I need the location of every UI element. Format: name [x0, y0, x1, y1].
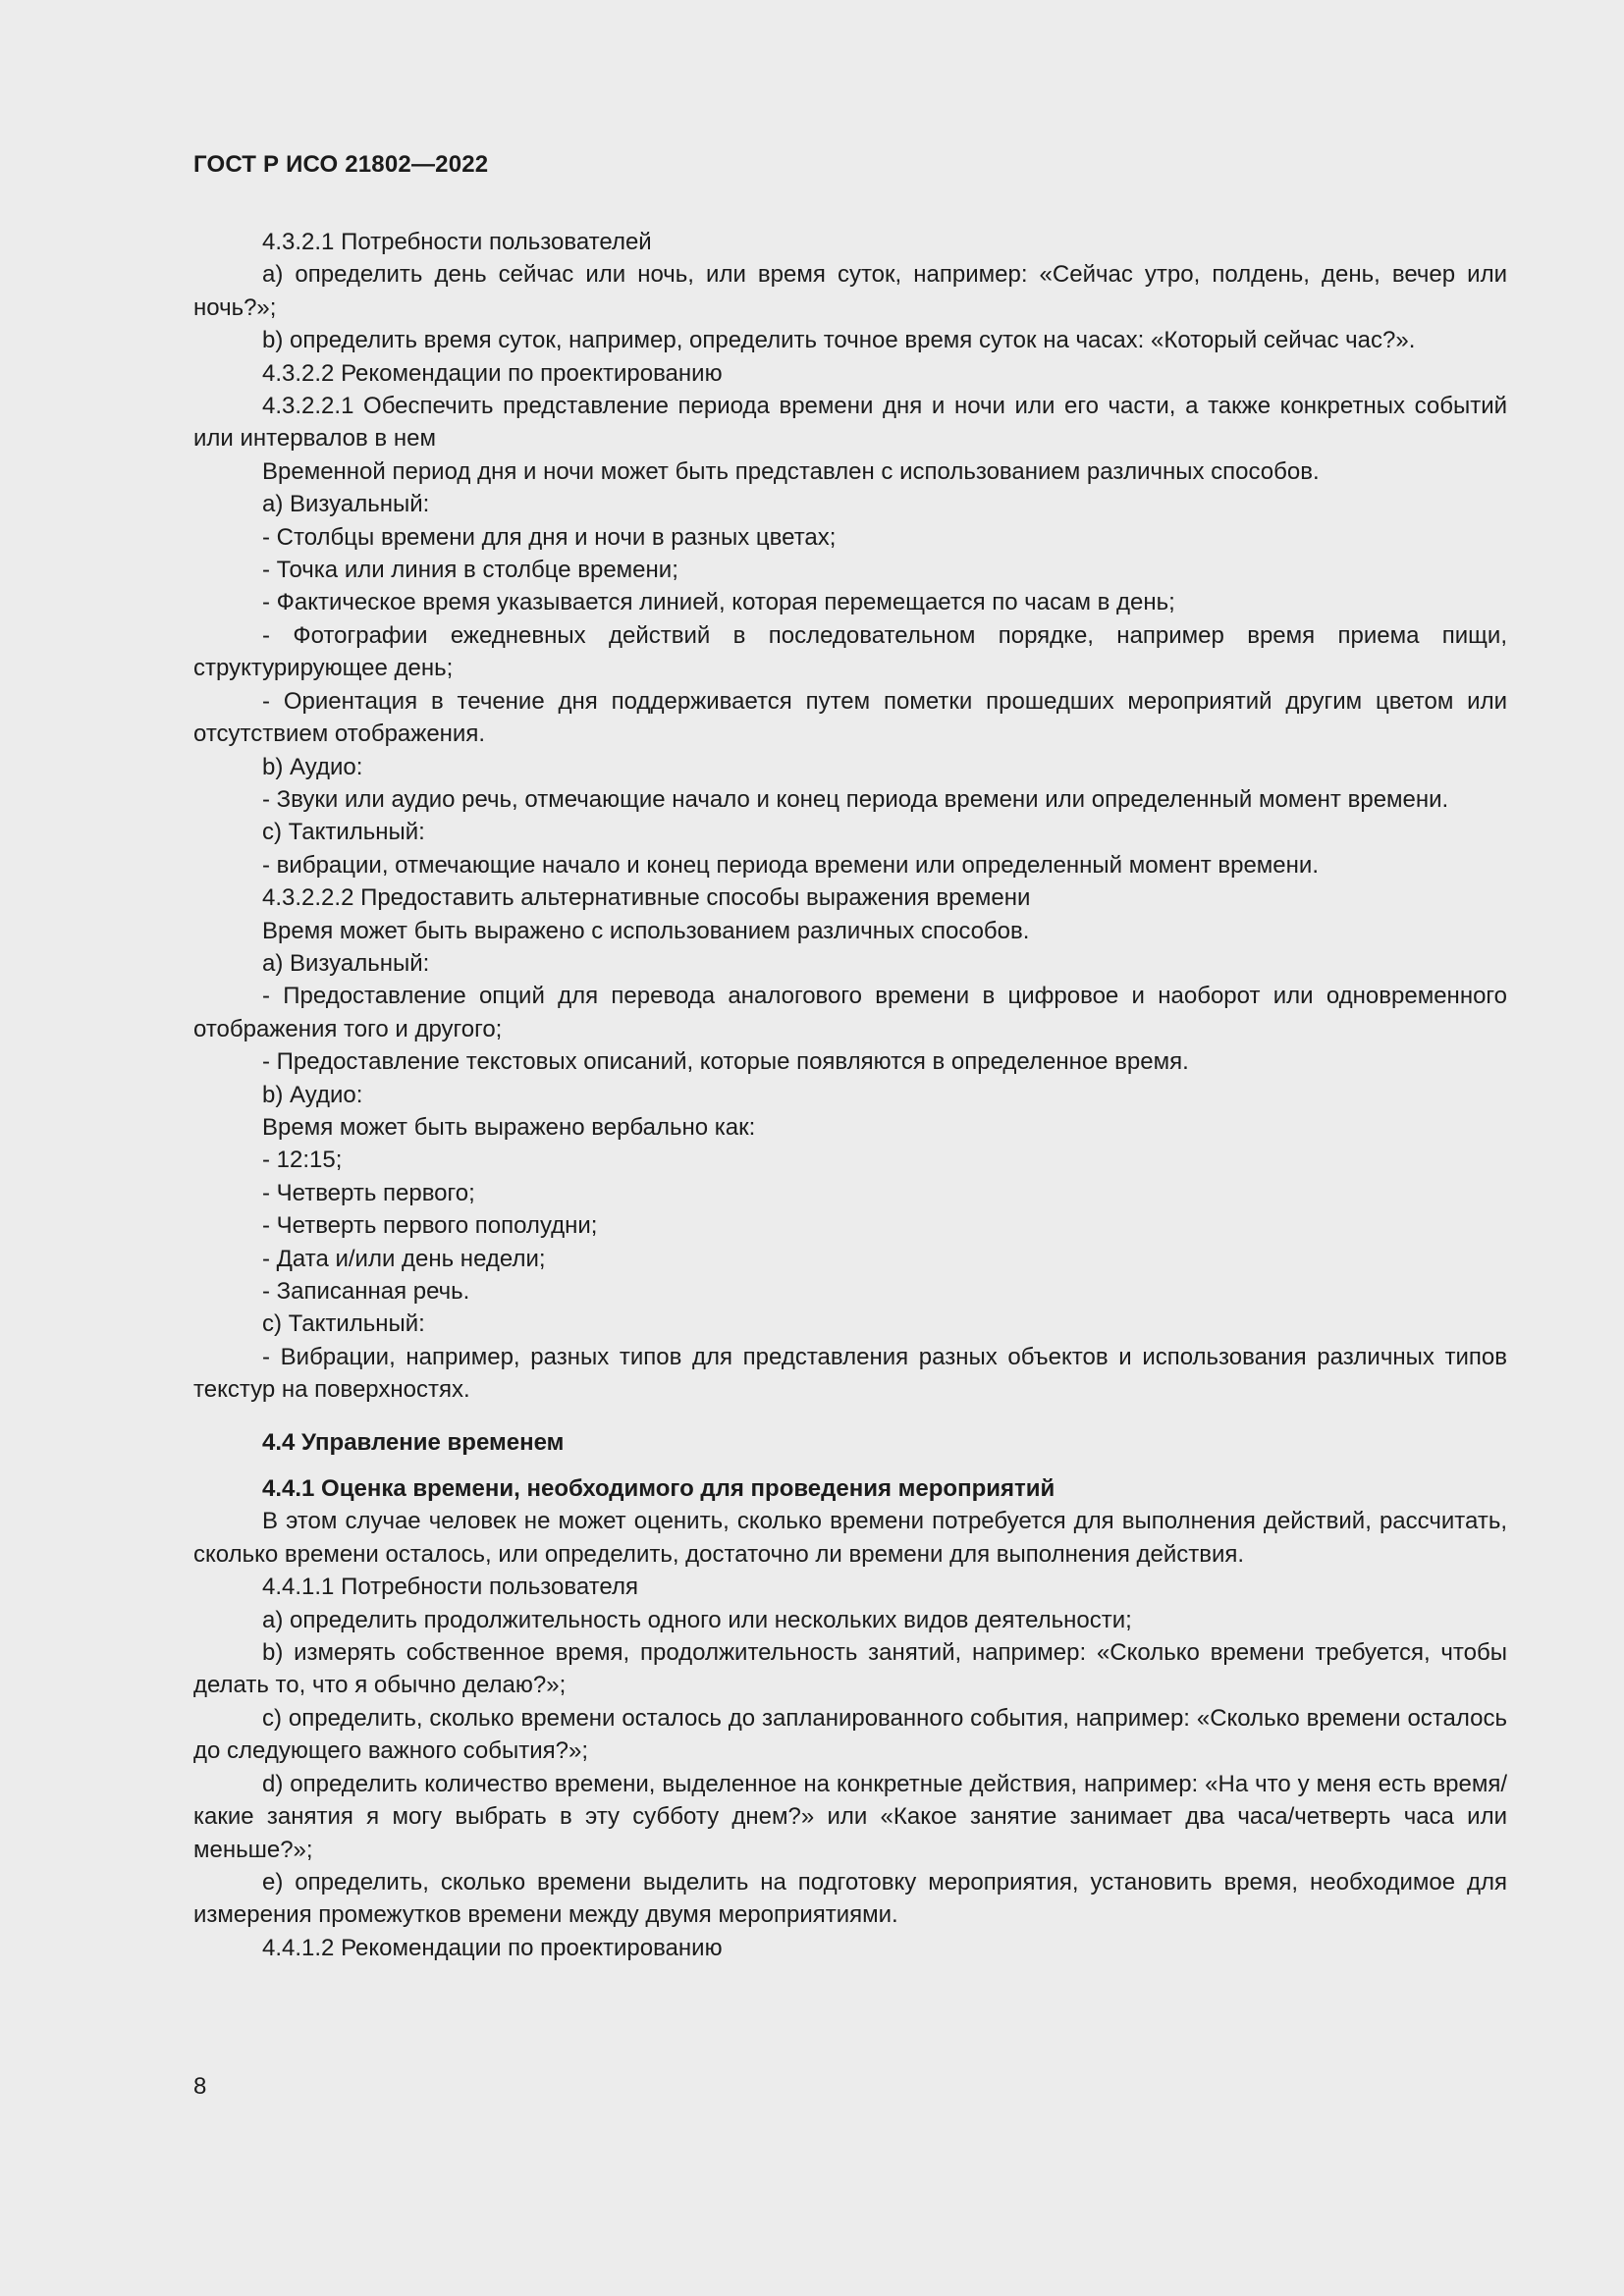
paragraph: a) Визуальный: [262, 491, 430, 518]
paragraph: - Четверть первого; [262, 1179, 475, 1206]
paragraph: 4.3.2.1 Потребности пользователей [262, 229, 652, 255]
paragraph: - Четверть первого пополудни; [262, 1212, 598, 1240]
paragraph: - Записанная речь. [262, 1278, 470, 1305]
paragraph: b) Аудио: [262, 1081, 363, 1108]
paragraph: Временной период дня и ночи может быть представлен с использованием различных способов. [262, 457, 1320, 485]
paragraph: c) Тактильный: [262, 1310, 425, 1338]
paragraph: - Вибрации, например, разных типов для представления разных объектов и использования различных типов текстур на поверхностях. [193, 1343, 1507, 1404]
paragraph: - Предоставление опций для перевода аналогового времени в цифровое и наоборот или одновременного отображения того и другого; [193, 983, 1507, 1042]
paragraph: 4.3.2.2.2 Предоставить альтернативные способы выражения времени [262, 884, 1031, 912]
paragraph: b) Аудио: [262, 753, 363, 780]
paragraph: e) определить, сколько времени выделить на подготовку мероприятия, установить время, необходимое для измерения промежутков времени между двумя мероприятиями. [193, 1868, 1507, 1929]
paragraph: 4.3.2.2.1 Обеспечить представление периода времени дня и ночи или его части, а также конкретных событий или интервалов в нем [193, 393, 1507, 453]
paragraph: - Предоставление текстовых описаний, которые появляются в определенное время. [262, 1048, 1189, 1076]
paragraph: - вибрации, отмечающие начало и конец периода времени или определенный момент времени. [262, 851, 1319, 879]
paragraph: - Ориентация в течение дня поддерживается путем пометки прошедших мероприятий другим цветом или отсутствием отображения. [193, 687, 1507, 748]
paragraph: c) определить, сколько времени осталось до запланированного события, например: «Сколько времени осталось до следующего важного события?»; [193, 1704, 1507, 1765]
paragraph: b) определить время суток, например, определить точное время суток на часах: «Который сейчас час?». [262, 327, 1416, 354]
paragraph: - Фактическое время указывается линией, которая перемещается по часам в день; [262, 589, 1175, 616]
paragraph: a) Визуальный: [262, 949, 430, 977]
document-body [193, 226, 1507, 1964]
paragraph: 4.4.1.2 Рекомендации по проектированию [262, 1934, 723, 1961]
paragraph: - 12:15; [262, 1147, 343, 1174]
section-heading: 4.4.1 Оценка времени, необходимого для проведения мероприятий [262, 1475, 1056, 1503]
paragraph: Время может быть выражено вербально как: [262, 1113, 756, 1141]
paragraph: c) Тактильный: [262, 819, 425, 846]
document-header: ГОСТ Р ИСО 21802—2022 [193, 151, 489, 178]
page-number: 8 [193, 2073, 207, 2100]
paragraph: Время может быть выражено с использованием различных способов. [262, 917, 1030, 944]
paragraph: 4.3.2.2 Рекомендации по проектированию [262, 359, 723, 387]
paragraph: a) определить день сейчас или ночь, или время суток, например: «Сейчас утро, полдень, день, вечер или ночь?»; [193, 261, 1507, 321]
section-heading: 4.4 Управление временем [262, 1428, 565, 1456]
paragraph: В этом случае человек не может оценить, сколько времени потребуется для выполнения действий, рассчитать, сколько времени осталось, или определить, достаточно ли времени для выполнения действия. [193, 1508, 1507, 1568]
paragraph: - Столбцы времени для дня и ночи в разных цветах; [262, 523, 837, 551]
paragraph: - Дата и/или день недели; [262, 1245, 546, 1272]
paragraph: - Точка или линия в столбце времени; [262, 557, 678, 584]
paragraph: - Звуки или аудио речь, отмечающие начало и конец периода времени или определенный момент времени. [262, 785, 1449, 813]
paragraph: - Фотографии ежедневных действий в последовательном порядке, например время приема пищи, структурирующее день; [193, 621, 1507, 682]
paragraph: d) определить количество времени, выделенное на конкретные действия, например: «На что у меня есть время/какие занятия я могу выбрать в эту субботу днем?» или «Какое занятие занимает два часа/четверть часа или меньше?»; [193, 1770, 1507, 1863]
paragraph: 4.4.1.1 Потребности пользователя [262, 1574, 638, 1601]
paragraph: a) определить продолжительность одного или нескольких видов деятельности; [262, 1606, 1132, 1633]
paragraph: b) измерять собственное время, продолжительность занятий, например: «Сколько времени требуется, чтобы делать то, что я обычно делаю?»; [193, 1639, 1507, 1699]
